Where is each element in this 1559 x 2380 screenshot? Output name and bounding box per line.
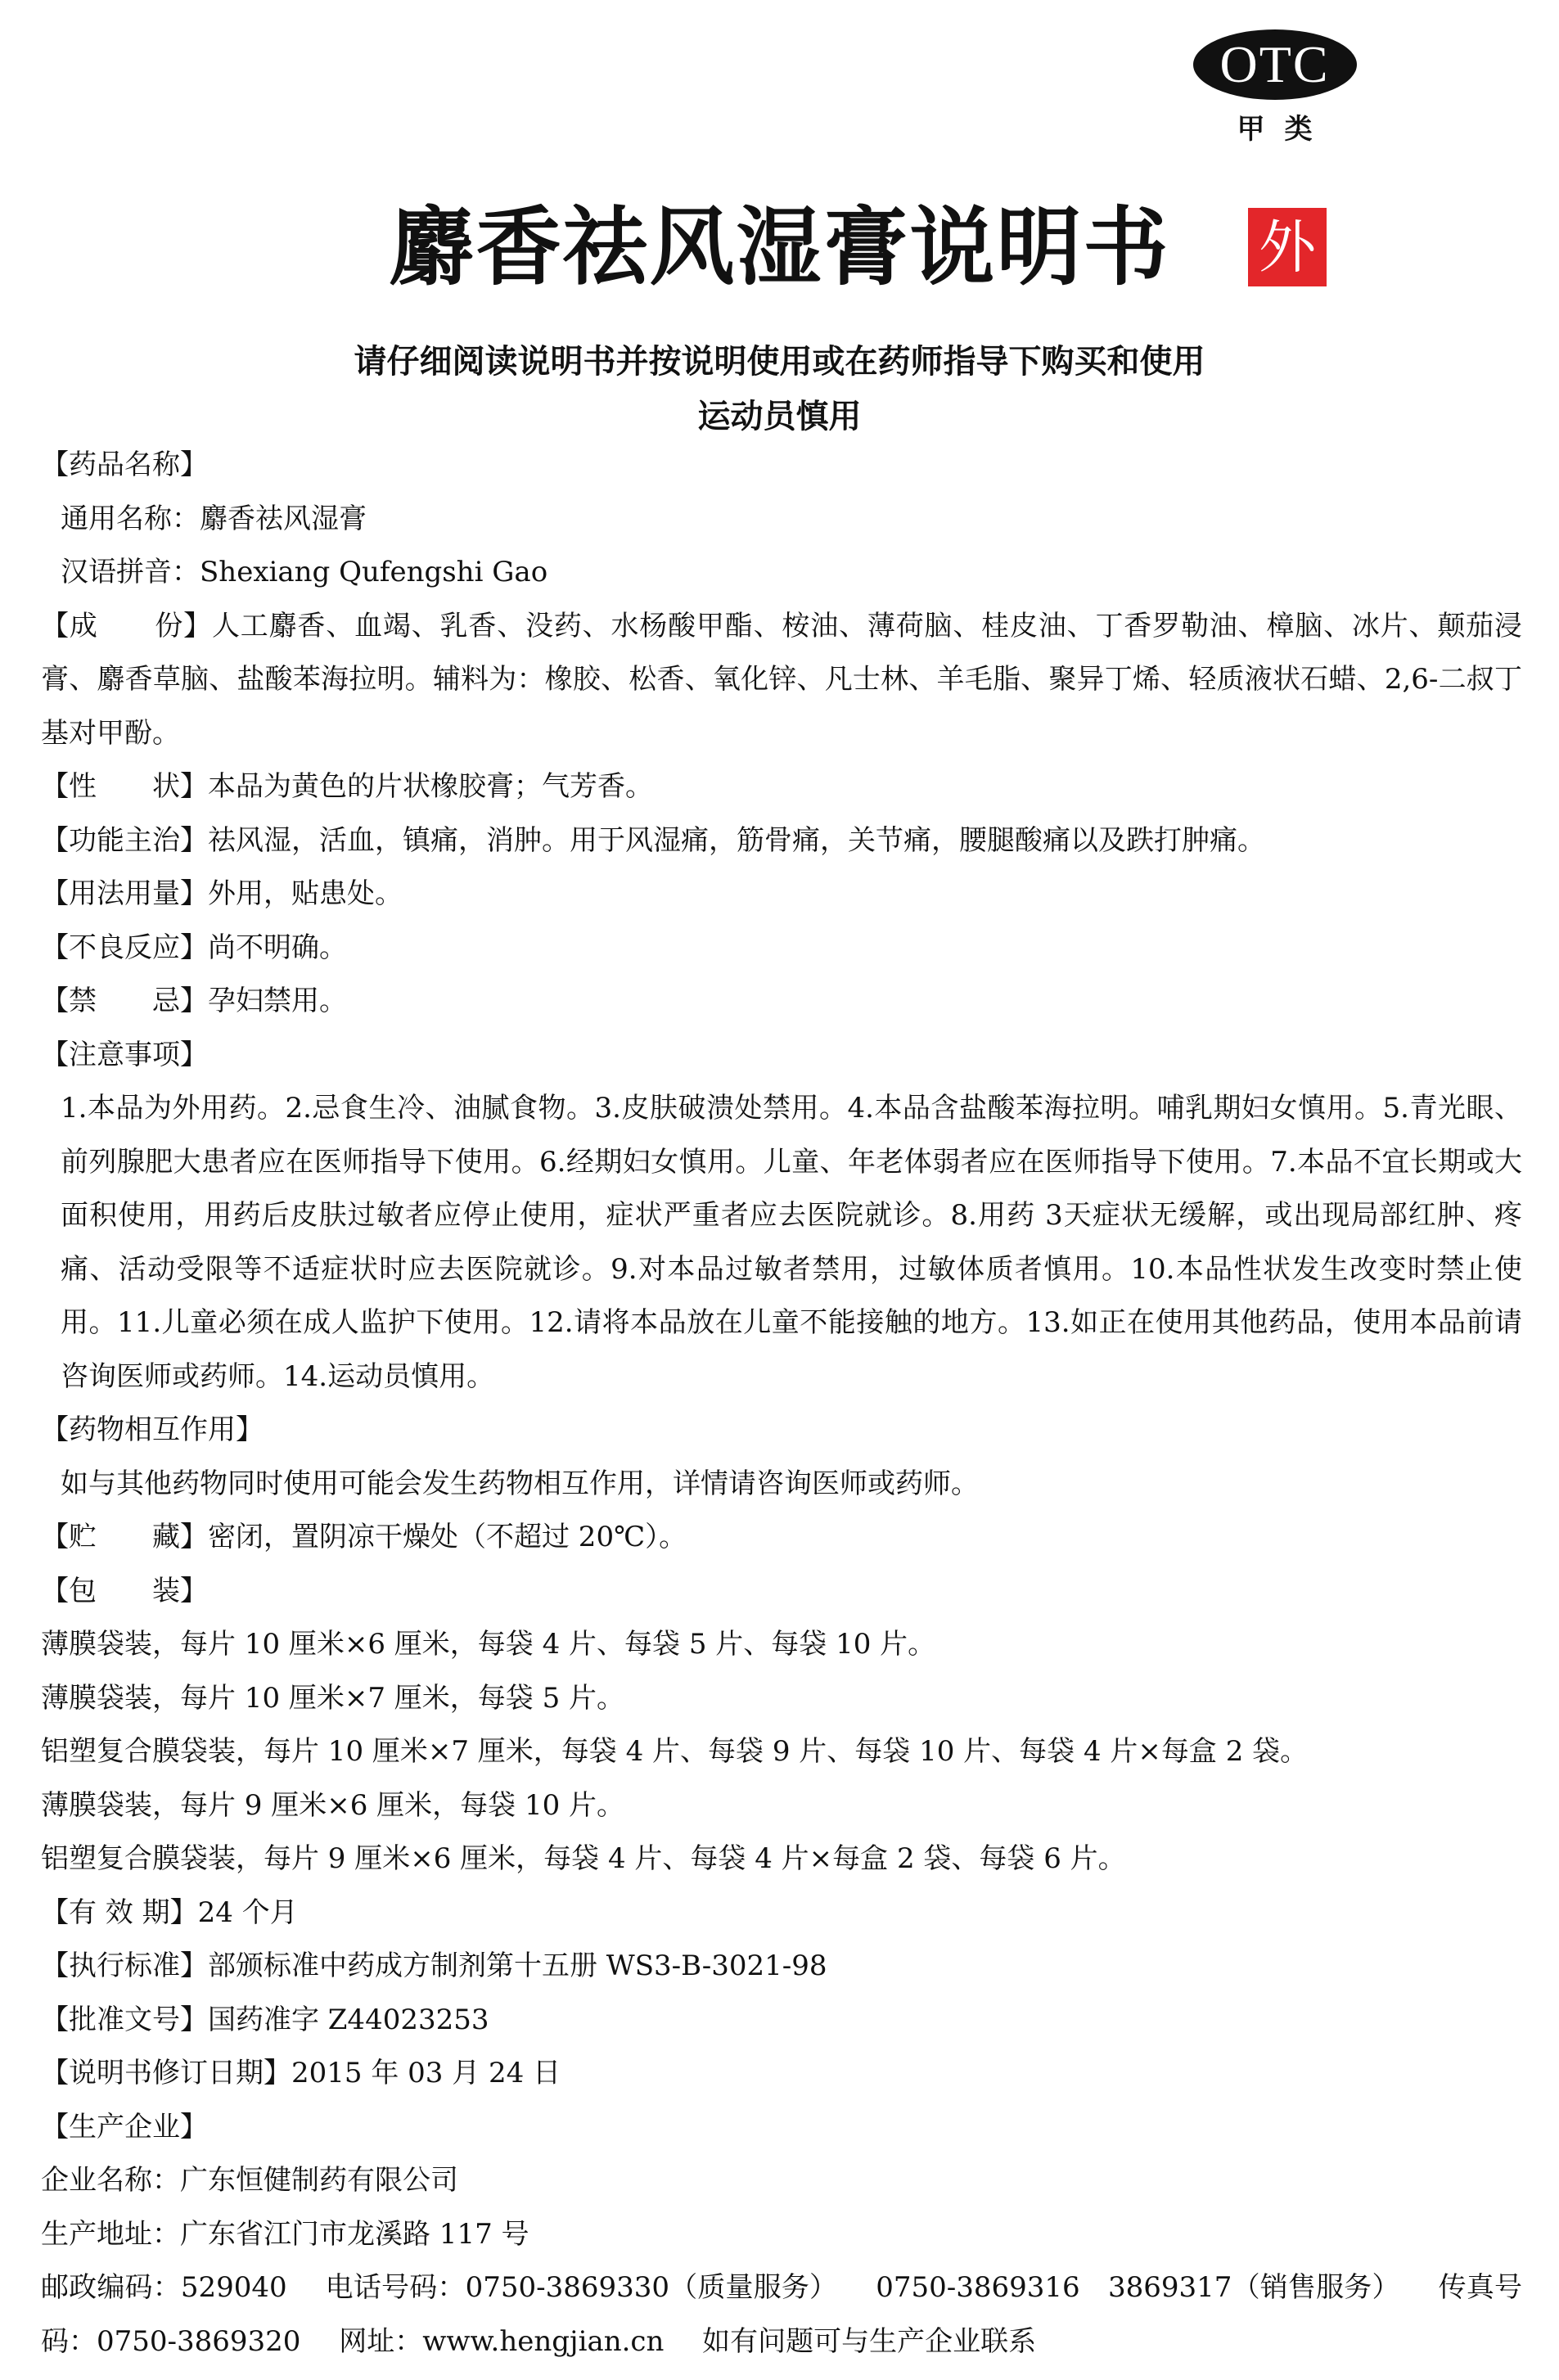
approval-heading: 【批准文号】 bbox=[41, 2003, 208, 2036]
interactions-text: 如与其他药物同时使用可能会发生药物相互作用，详情请咨询医师或药师。 bbox=[61, 1467, 979, 1500]
dosage-section bbox=[41, 868, 1522, 922]
standard-text: 部颁标准中药成方制剂第十五册 WS3-B-3021-98 bbox=[208, 1950, 827, 1982]
validity-heading: 【有 效 期】 bbox=[41, 1895, 198, 1929]
adverse-heading: 【不良反应】 bbox=[41, 931, 208, 964]
phone-label: 电话号码： bbox=[325, 2271, 466, 2304]
manufacturer-address: 广东省江门市龙溪路 117 号 bbox=[180, 2217, 529, 2251]
pinyin-label: 汉语拼音： bbox=[61, 556, 200, 588]
athlete-warning: 运动员慎用 bbox=[697, 398, 862, 435]
validity-text: 24 个月 bbox=[197, 1895, 298, 1929]
adverse-text: 尚不明确。 bbox=[208, 931, 347, 964]
indications-heading: 【功能主治】 bbox=[41, 823, 208, 857]
packaging-line: 铝塑复合膜袋装，每片 10 厘米×7 厘米，每袋 4 片、每袋 9 片、每袋 10 片、每袋 4 片×每盒 2 袋。 bbox=[41, 1735, 1309, 1768]
indications-text: 祛风湿，活血，镇痛，消肿。用于风湿痛，筋骨痛，关节痛，腰腿酸痛以及跌打肿痛。 bbox=[208, 823, 1265, 857]
fax-label: 传真号码： bbox=[41, 2271, 1523, 2358]
contraindications-heading: 【禁 忌】 bbox=[41, 985, 208, 1017]
manufacturer-name: 广东恒健制药有限公司 bbox=[180, 2164, 458, 2197]
pinyin-line bbox=[41, 546, 1522, 600]
revision-section bbox=[41, 2047, 1522, 2101]
adverse-section bbox=[41, 922, 1522, 976]
ingredients-text: 人工麝香、血竭、乳香、没药、水杨酸甲酯、桉油、薄荷脑、桂皮油、丁香罗勒油、樟脑、冰片、颠茄浸膏、麝香草脑、盐酸苯海拉明。辅料为：橡胶、松香、氧化锌、凡士林、羊毛脂、聚异丁烯、轻质液状石蜡、2,6-二叔丁基对甲酚。 bbox=[41, 609, 1523, 750]
indications-section bbox=[41, 814, 1522, 868]
manufacturer-name-line bbox=[41, 2154, 1522, 2208]
ingredients-section bbox=[41, 600, 1522, 761]
packaging-line: 薄膜袋装，每片 9 厘米×6 厘米，每袋 10 片。 bbox=[41, 1788, 625, 1822]
website-link[interactable]: www.hengjian.cn bbox=[422, 2324, 665, 2358]
dosage-heading: 【用法用量】 bbox=[41, 877, 208, 910]
precautions-text: 1.本品为外用药。2.忌食生冷、油腻食物。3.皮肤破溃处禁用。4.本品含盐酸苯海拉明。哺乳期妇女慎用。5.青光眼、前列腺肥大患者应在医师指导下使用。6.经期妇女慎用。儿童、年老体弱者应在医师指导下使用。7.本品不宜长期或大面积使用，用药后皮肤过敏者应停止使用，症状严重者应去医院就诊。8.用药 3天症状无缓解，或出现局部红肿、疼痛、活动受限等不适症状时应去医院就诊。9.对本品过敏者禁用，过敏体质者慎用。10.本品性状发生改变时禁止使用。11.儿童必须在成人监护下使用。12.请将本品放在儿童不能接触的地方。13.如正在使用其他药品，使用本品前请咨询医师或药师。14.运动员慎用。 bbox=[61, 1092, 1522, 1393]
validity-section bbox=[41, 1886, 1522, 1941]
approval-text: 国药准字 Z44023253 bbox=[208, 2003, 489, 2036]
dosage-text: 外用，贴患处。 bbox=[208, 877, 403, 910]
storage-section bbox=[41, 1511, 1522, 1565]
standard-heading: 【执行标准】 bbox=[41, 1950, 208, 1982]
instruction-body bbox=[41, 439, 1522, 2369]
standard-section bbox=[41, 1940, 1522, 1994]
usage-notice: 请仔细阅读说明书并按说明使用或在药师指导下购买和使用 bbox=[354, 343, 1205, 381]
external-use-badge: 外 bbox=[1248, 208, 1327, 286]
contact-note: 如有问题可与生产企业联系 bbox=[702, 2324, 1037, 2358]
packaging-heading: 【包 装】 bbox=[41, 1574, 208, 1607]
storage-text: 密闭，置阴凉干燥处（不超过 20℃）。 bbox=[208, 1521, 687, 1553]
precautions-heading: 【注意事项】 bbox=[41, 1038, 208, 1071]
manufacturer-name-label: 企业名称： bbox=[41, 2164, 180, 2197]
fax-number: 0750-3869320 bbox=[97, 2324, 301, 2358]
pinyin-value: Shexiang Qufengshi Gao bbox=[200, 556, 548, 588]
phone-quality: 0750-3869330（质量服务） bbox=[465, 2271, 838, 2304]
generic-name-line bbox=[41, 493, 1522, 547]
manufacturer-heading: 【生产企业】 bbox=[41, 2110, 208, 2143]
drug-name-heading: 【药品名称】 bbox=[41, 449, 208, 481]
manufacturer-address-label: 生产地址： bbox=[41, 2217, 180, 2251]
ingredients-heading: 【成 份】 bbox=[41, 609, 212, 642]
storage-heading: 【贮 藏】 bbox=[41, 1521, 208, 1553]
postal-code: 529040 bbox=[180, 2271, 287, 2304]
contraindications-text: 孕妇禁用。 bbox=[208, 985, 347, 1017]
approval-section bbox=[41, 1994, 1522, 2048]
manufacturer-address-line bbox=[41, 2208, 1522, 2262]
contraindications-section bbox=[41, 975, 1522, 1029]
postal-label: 邮政编码： bbox=[41, 2271, 181, 2304]
otc-class-label: 甲类 bbox=[1237, 113, 1332, 146]
revision-heading: 【说明书修订日期】 bbox=[41, 2057, 291, 2089]
interactions-heading: 【药物相互作用】 bbox=[41, 1413, 264, 1446]
generic-name-value: 麝香祛风湿膏 bbox=[200, 502, 367, 535]
manufacturer-contact bbox=[41, 2261, 1522, 2369]
web-label: 网址： bbox=[339, 2324, 423, 2358]
properties-heading: 【性 状】 bbox=[41, 770, 208, 803]
properties-text: 本品为黄色的片状橡胶膏；气芳香。 bbox=[208, 770, 653, 803]
phone-sales: 0750-3869316 3869317（销售服务） bbox=[876, 2271, 1400, 2304]
packaging-line: 薄膜袋装，每片 10 厘米×6 厘米，每袋 4 片、每袋 5 片、每袋 10 片。 bbox=[41, 1628, 936, 1661]
otc-mark: OTC bbox=[1193, 29, 1357, 100]
otc-logo bbox=[1187, 29, 1363, 146]
properties-section bbox=[41, 760, 1522, 814]
generic-name-label: 通用名称： bbox=[61, 502, 200, 535]
packaging-line: 铝塑复合膜袋装，每片 9 厘米×6 厘米，每袋 4 片、每袋 4 片×每盒 2 袋、每袋 6 片。 bbox=[41, 1842, 1126, 1875]
revision-text: 2015 年 03 月 24 日 bbox=[291, 2057, 561, 2089]
packaging-line: 薄膜袋装，每片 10 厘米×7 厘米，每袋 5 片。 bbox=[41, 1681, 625, 1715]
document-title: 麝香祛风湿膏说明书 bbox=[389, 197, 1170, 297]
